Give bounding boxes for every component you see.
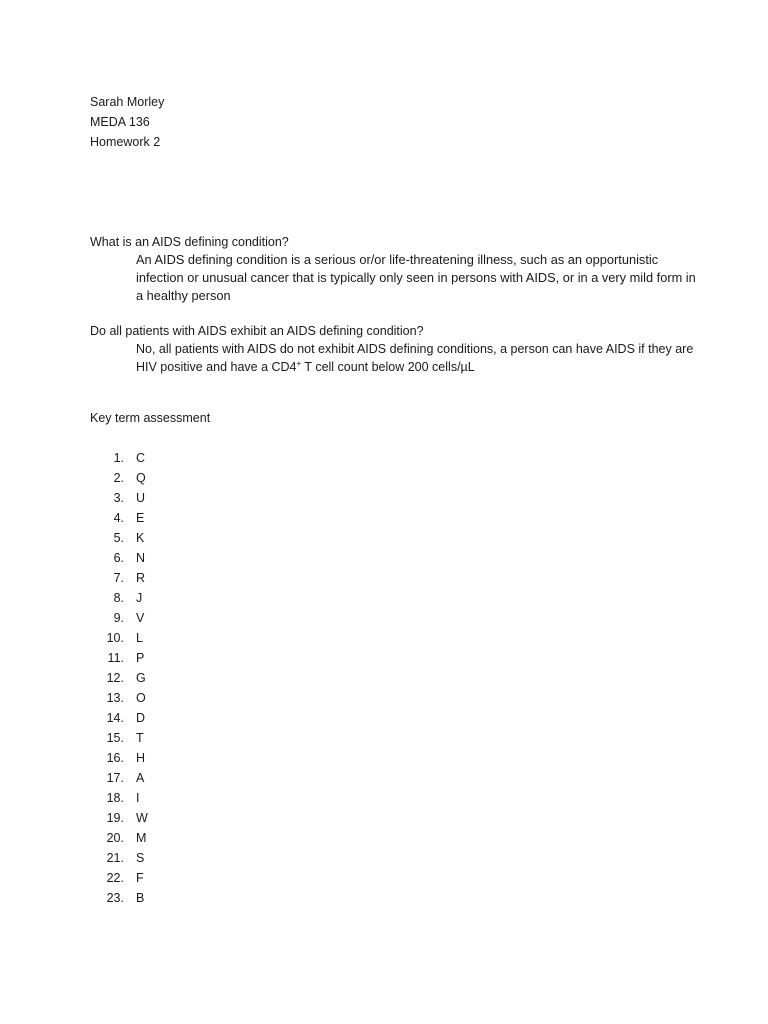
question-block-2: [90, 322, 694, 376]
list-item-number: 6.: [113, 551, 124, 565]
list-item-number: 19.: [106, 811, 124, 825]
list-item-number: 10.: [106, 631, 124, 645]
list-item: [90, 448, 146, 468]
list-item: [90, 688, 146, 708]
list-item-answer: N: [136, 551, 146, 565]
list-item: [90, 628, 143, 648]
list-item-answer: P: [136, 651, 145, 665]
list-item: [90, 708, 146, 728]
list-item-number: 11.: [107, 651, 124, 665]
list-item-answer: D: [136, 711, 146, 725]
course-code: MEDA 136: [90, 115, 150, 129]
list-item-number: 8.: [113, 591, 124, 605]
question-text: Do all patients with AIDS exhibit an AIDS defining condition?: [90, 324, 424, 338]
list-item-number: 23.: [106, 891, 124, 905]
list-item: [90, 508, 145, 528]
document-header: [90, 92, 164, 152]
student-name: Sarah Morley: [90, 95, 165, 109]
list-item-number: 12.: [106, 671, 124, 685]
list-item-answer: M: [136, 831, 147, 845]
list-item-answer: O: [136, 691, 146, 705]
list-item-answer: H: [136, 751, 146, 765]
list-item-number: 15.: [106, 731, 124, 745]
list-item-number: 7.: [113, 571, 124, 585]
answer-text: [136, 340, 696, 376]
list-item: [90, 828, 147, 848]
list-item: [90, 788, 140, 808]
list-item: [90, 748, 146, 768]
list-item-number: 22.: [106, 871, 124, 885]
list-item: [90, 808, 148, 828]
list-item-answer: J: [136, 591, 143, 605]
list-item-number: 14.: [106, 711, 124, 725]
list-item-answer: B: [136, 891, 145, 905]
list-item-number: 17.: [106, 771, 124, 785]
answer-text-end: T cell count below 200 cells/µL: [301, 360, 475, 374]
question-text: What is an AIDS defining condition?: [90, 235, 289, 249]
list-item: [90, 868, 144, 888]
list-item: [90, 528, 145, 548]
list-item: [90, 608, 145, 628]
list-item: [90, 468, 146, 488]
list-item: [90, 568, 146, 588]
superscript-plus: +: [296, 358, 302, 368]
list-item-answer: E: [136, 511, 145, 525]
list-item-number: 1.: [113, 451, 124, 465]
list-item: [90, 848, 145, 868]
list-item-number: 5.: [113, 531, 124, 545]
list-item-number: 20.: [106, 831, 124, 845]
list-item-answer: G: [136, 671, 146, 685]
answer-text-main: No, all patients with AIDS do not exhibit AIDS defining conditions, a person can have AIDS if they are HIV positive and have a CD4: [136, 342, 694, 374]
list-item: [90, 648, 145, 668]
list-item: [90, 768, 145, 788]
list-item-answer: S: [136, 851, 145, 865]
list-item-number: 4.: [113, 511, 124, 525]
list-item: [90, 588, 143, 608]
list-item-answer: U: [136, 491, 146, 505]
list-item-answer: K: [136, 531, 145, 545]
key-term-title: Key term assessment: [90, 411, 211, 425]
list-item-number: 21.: [106, 851, 124, 865]
list-item-answer: F: [136, 871, 144, 885]
list-item-number: 2.: [113, 471, 124, 485]
list-item-number: 9.: [113, 611, 124, 625]
list-item-answer: C: [136, 451, 146, 465]
list-item-answer: L: [136, 631, 143, 645]
list-item: [90, 668, 146, 688]
list-item-answer: A: [136, 771, 145, 785]
list-item-number: 3.: [113, 491, 124, 505]
list-item-answer: I: [136, 791, 140, 805]
list-item: [90, 888, 145, 908]
list-item-answer: Q: [136, 471, 146, 485]
list-item-number: 16.: [106, 751, 124, 765]
key-term-list: [90, 448, 148, 908]
list-item-answer: R: [136, 571, 146, 585]
list-item: [90, 728, 144, 748]
list-item-answer: W: [136, 811, 148, 825]
assignment-title: Homework 2: [90, 135, 161, 149]
list-item-answer: V: [136, 611, 145, 625]
answer-text: An AIDS defining condition is a serious or/or life-threatening illness, such as an opportunistic infection or unusual cancer that is typically only seen in persons with AIDS, or in a very mild form in a healthy person: [136, 252, 696, 303]
list-item-number: 13.: [106, 691, 124, 705]
list-item: [90, 488, 146, 508]
question-block-1: [90, 233, 696, 305]
list-item-answer: T: [136, 731, 144, 745]
list-item-number: 18.: [106, 791, 124, 805]
list-item: [90, 548, 146, 568]
